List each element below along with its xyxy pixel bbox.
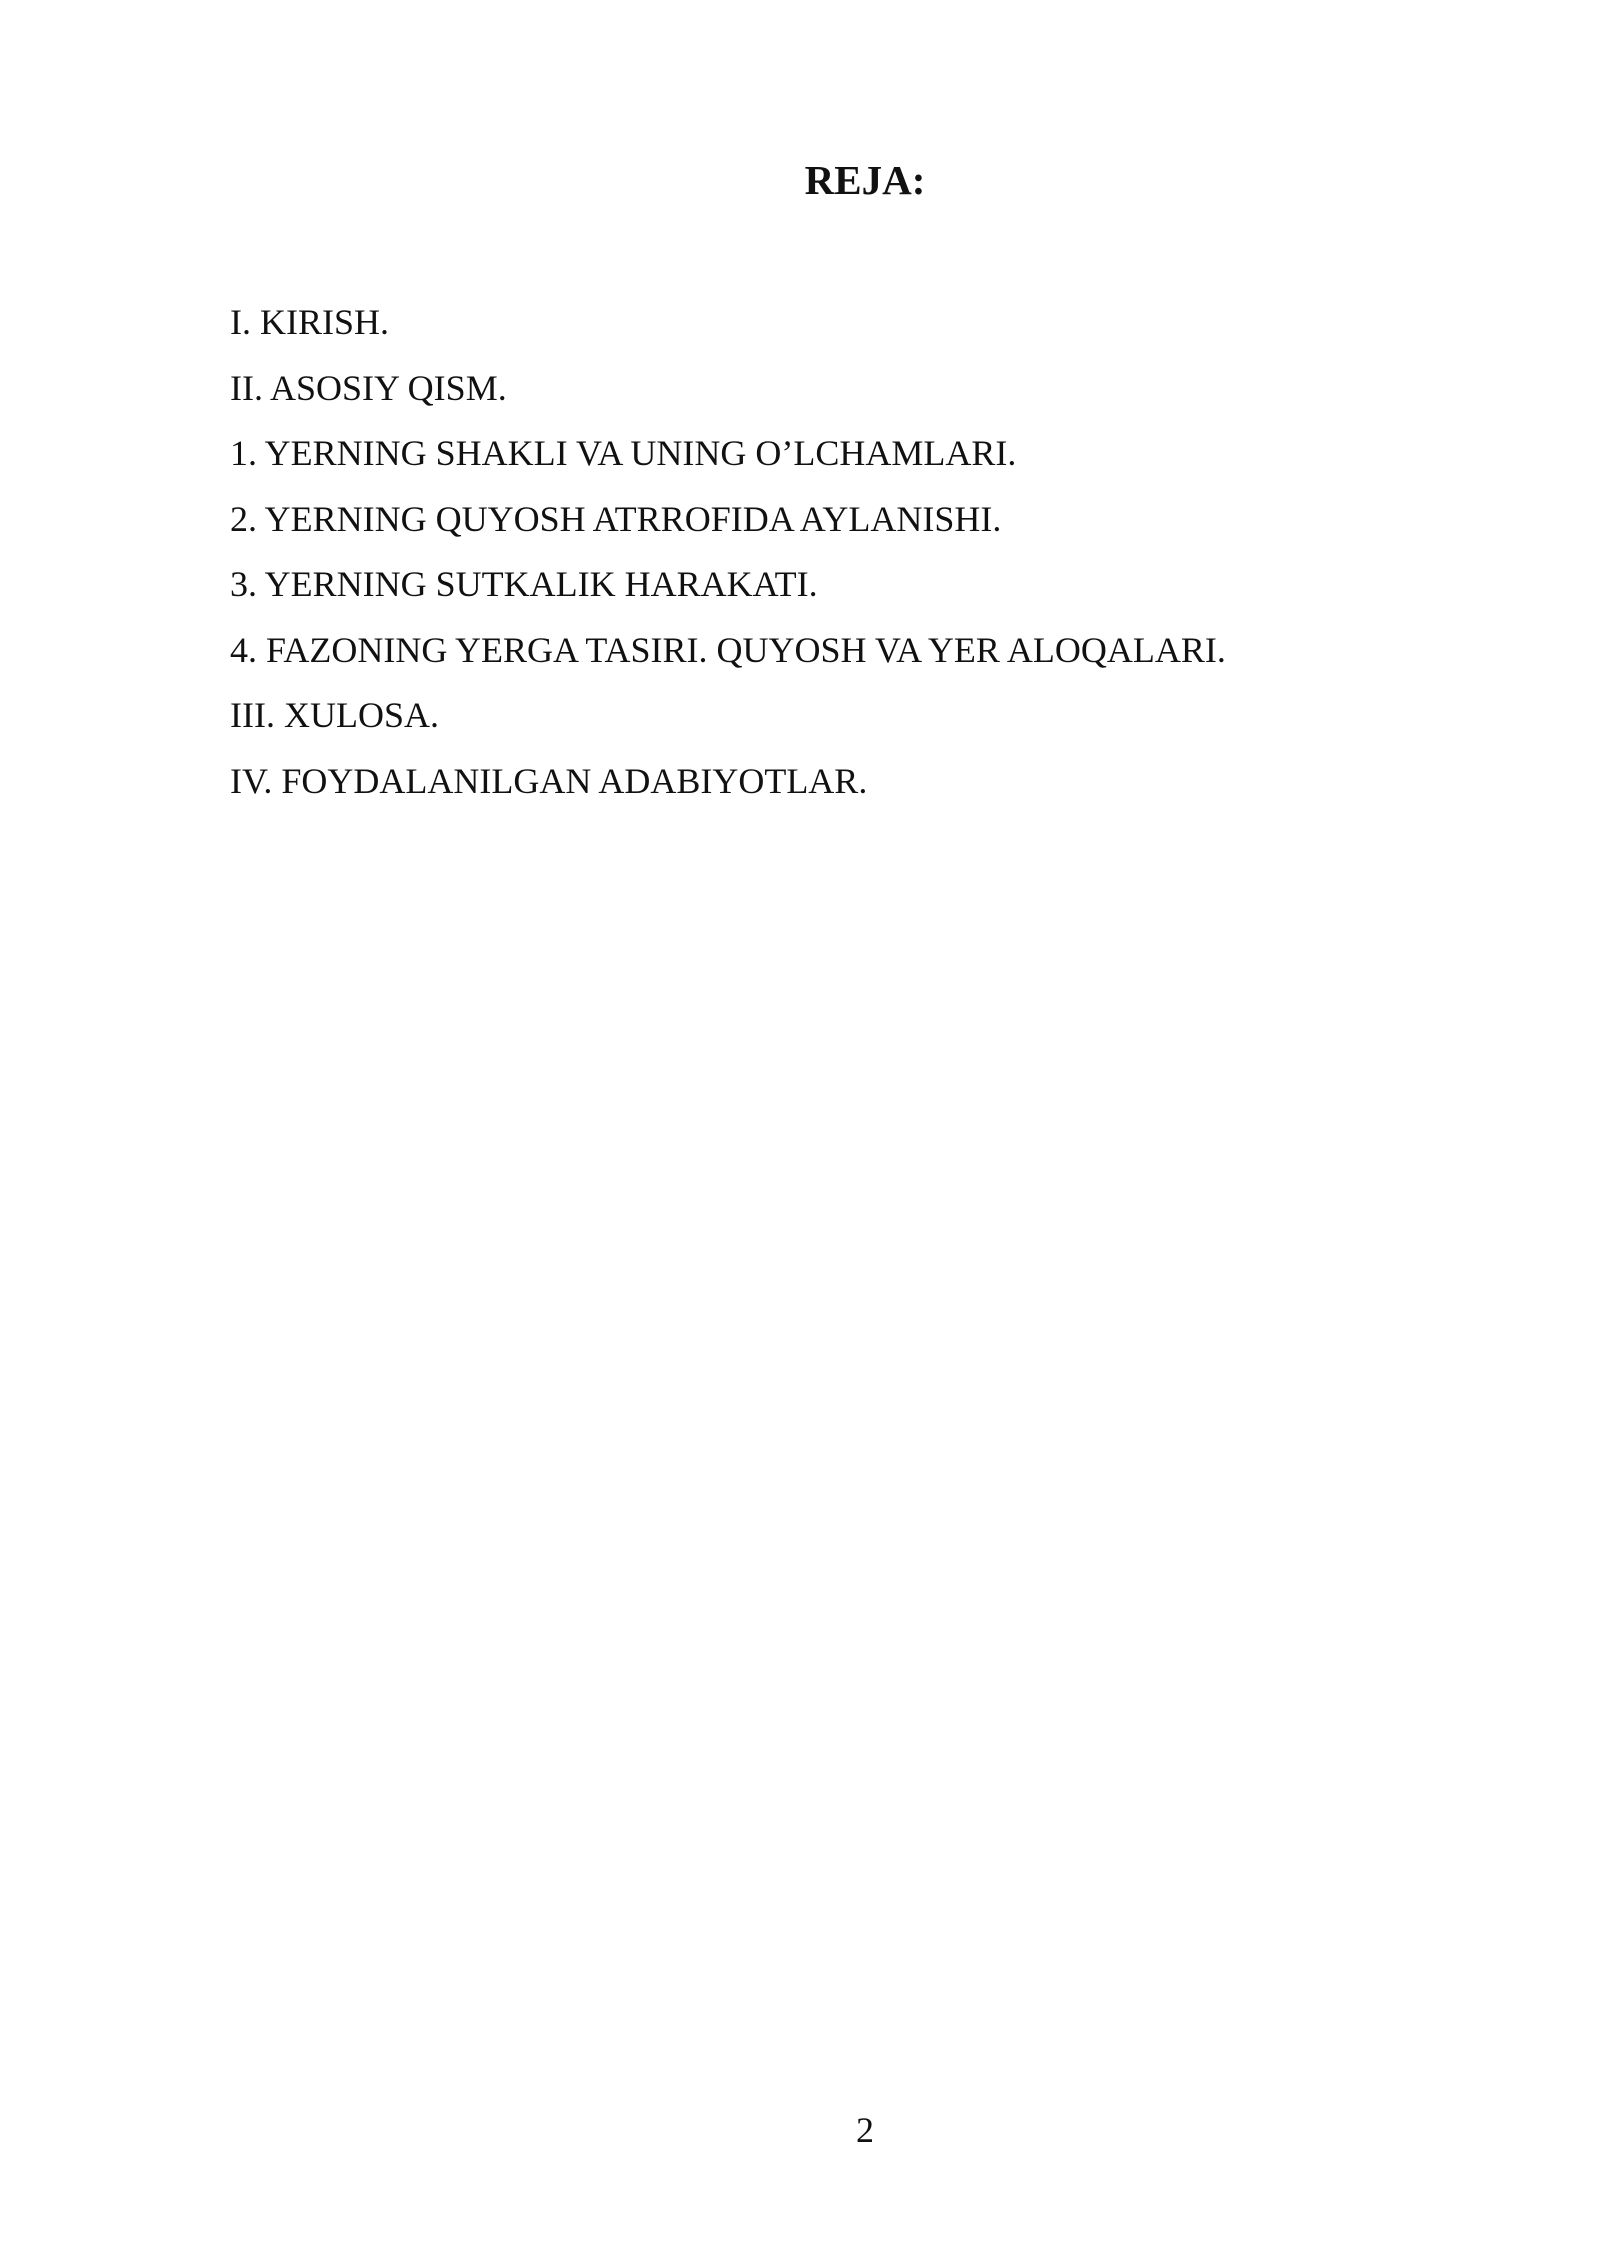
plan-item-conclusion: III. XULOSA. — [230, 695, 439, 735]
plan-item-main-part: II. ASOSIY QISM. — [230, 367, 507, 408]
page-number: 2 — [856, 2110, 874, 2150]
plan-item-3: 3. YERNING SUTKALIK HARAKATI. — [230, 564, 818, 604]
plan-item-4: 4. FAZONING YERGA TASIRI. QUYOSH VA YER ALOQALARI. — [230, 629, 1226, 670]
plan-list — [230, 290, 1226, 814]
plan-item-references: IV. FOYDALANILGAN ADABIYOTLAR. — [230, 760, 868, 801]
plan-heading: REJA: — [804, 157, 926, 203]
plan-item-1: 1. YERNING SHAKLI VA UNING O’LCHAMLARI. — [230, 433, 1017, 473]
plan-item-introduction: I. KIRISH. — [230, 302, 389, 342]
plan-item-2: 2. YERNING QUYOSH ATRROFIDA AYLANISHI. — [230, 498, 1002, 539]
